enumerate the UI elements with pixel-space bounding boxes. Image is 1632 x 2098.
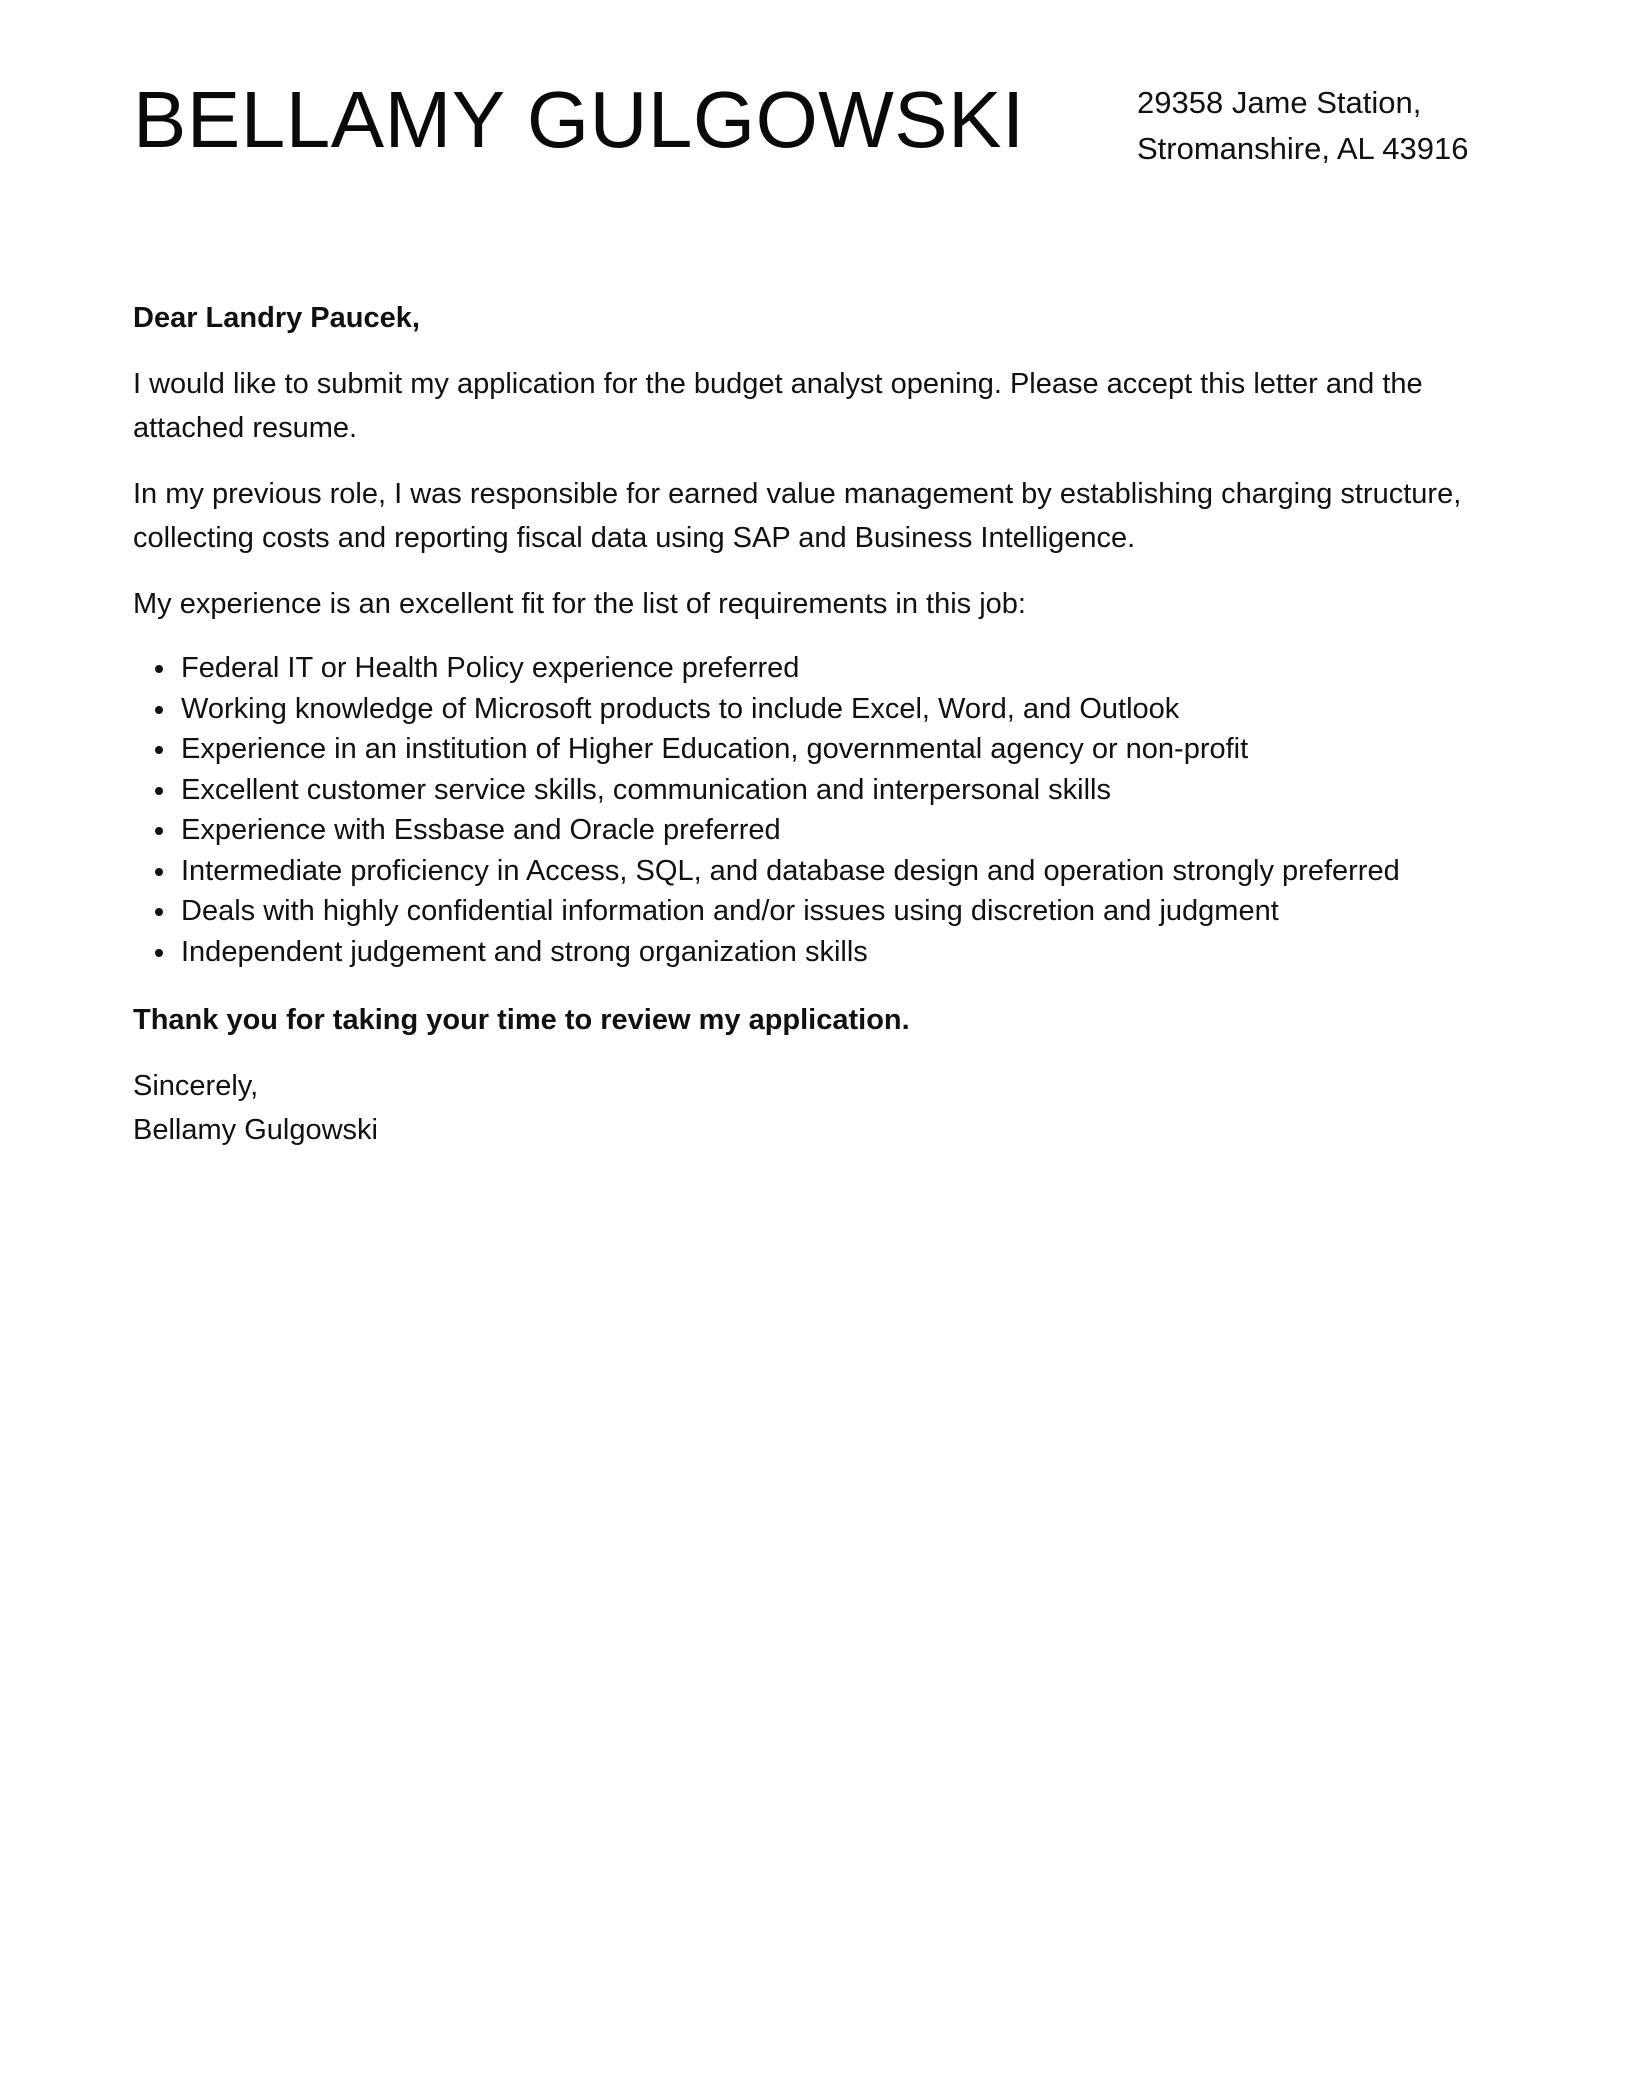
- bullet-icon: [155, 706, 163, 714]
- list-item: [133, 689, 1513, 730]
- list-item-text: Intermediate proficiency in Access, SQL, and database design and operation strongly preferred: [181, 854, 1400, 887]
- requirements-list: [133, 648, 1513, 972]
- experience-paragraph: In my previous role, I was responsible for earned value management by establishing charging structure, collecting costs and reporting fiscal data using SAP and Business Intelligence.: [133, 478, 1462, 554]
- list-item-text: Excellent customer service skills, communication and interpersonal skills: [181, 773, 1111, 806]
- applicant-address: [1137, 80, 1468, 172]
- bullet-icon: [155, 746, 163, 754]
- bullet-icon: [155, 949, 163, 957]
- list-item-text: Experience with Essbase and Oracle preferred: [181, 814, 781, 846]
- closing: Sincerely,: [133, 1070, 259, 1102]
- bullet-icon: [155, 787, 163, 795]
- list-item-text: Independent judgement and strong organization skills: [181, 935, 868, 968]
- list-item: [133, 770, 1513, 811]
- letter-body: [133, 296, 1513, 1152]
- list-item-text: Deals with highly confidential information and/or issues using discretion and judgment: [181, 895, 1279, 927]
- thank-you-line: Thank you for taking your time to review my application.: [133, 1004, 910, 1036]
- bullet-icon: [155, 868, 163, 876]
- bullet-icon: [155, 827, 163, 835]
- greeting: Dear Landry Paucek,: [133, 302, 420, 334]
- list-item: [133, 729, 1513, 770]
- address-line-2: Stromanshire, AL 43916: [1137, 131, 1469, 166]
- list-item: [133, 648, 1513, 689]
- list-item: [133, 932, 1513, 973]
- bullet-icon: [155, 665, 163, 673]
- list-item: [133, 851, 1513, 892]
- list-item-text: Working knowledge of Microsoft products to include Excel, Word, and Outlook: [181, 692, 1180, 725]
- requirements-intro: My experience is an excellent fit for the list of requirements in this job:: [133, 588, 1026, 620]
- letter-header: [133, 72, 1499, 192]
- list-item: [133, 891, 1513, 932]
- list-item-text: Federal IT or Health Policy experience preferred: [181, 652, 800, 684]
- signature: Bellamy Gulgowski: [133, 1114, 378, 1146]
- address-line-1: 29358 Jame Station,: [1137, 85, 1422, 120]
- intro-paragraph: I would like to submit my application for the budget analyst opening. Please accept this letter and the attached resume.: [133, 368, 1423, 444]
- applicant-name: BELLAMY GULGOWSKI: [133, 75, 1025, 164]
- list-item: [133, 810, 1513, 851]
- list-item-text: Experience in an institution of Higher Education, governmental agency or non-profit: [181, 733, 1249, 765]
- bullet-icon: [155, 908, 163, 916]
